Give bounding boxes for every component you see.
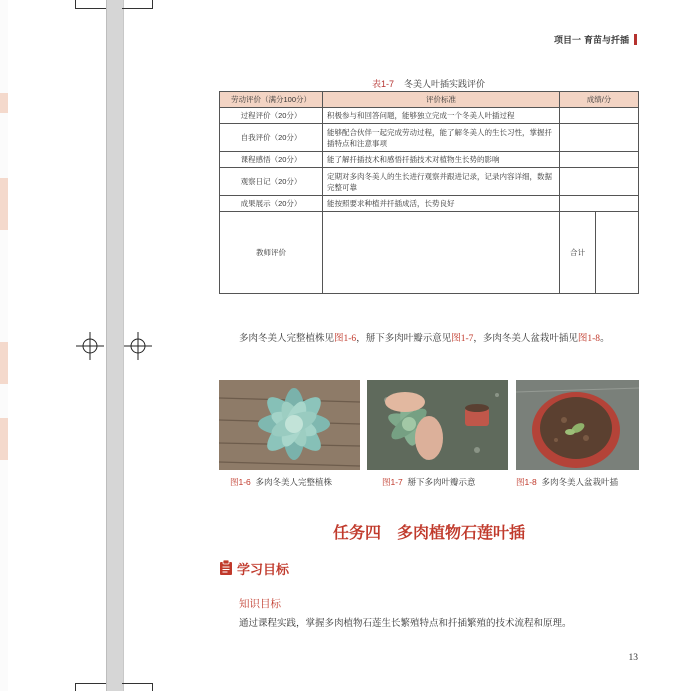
section-heading [219, 559, 289, 578]
table-row [220, 196, 639, 212]
table-cell-item: 成果展示（20分） [220, 196, 323, 212]
header-project: 项目一 [553, 35, 581, 45]
trim-mark [152, 683, 153, 691]
table-cell-item: 自我评价（20分） [220, 124, 323, 152]
paragraph-text: ，掰下多肉叶瓣示意见 [356, 334, 452, 344]
binding-gutter [106, 0, 124, 691]
photo-potted-cutting [516, 380, 639, 470]
table-cell-score [560, 168, 639, 196]
trim-mark [152, 0, 153, 8]
table-row [220, 152, 639, 168]
figure-label: 多肉冬美人完整植株 [255, 477, 333, 487]
page-number: 13 [628, 653, 638, 663]
photo-leaf-removal [367, 380, 508, 470]
figure-caption [516, 476, 618, 488]
table-header-row [220, 92, 639, 108]
total-label: 合计 [560, 212, 596, 294]
header-title: 育苗与扦插 [583, 35, 629, 45]
figure-ref-link[interactable]: 图1-8 [577, 334, 601, 344]
running-header [554, 33, 637, 46]
table-cell-score [560, 108, 639, 124]
photo-full-plant [219, 380, 360, 470]
trim-mark [75, 683, 106, 684]
subsection-heading: 知识目标 [239, 598, 281, 610]
section-title: 学习目标 [237, 562, 290, 577]
task-heading: 任务四 多肉植物石莲叶插 [332, 525, 525, 542]
figure-ref-link[interactable]: 图1-7 [451, 334, 474, 344]
header-accent-bar [634, 34, 637, 45]
clipboard-icon [219, 560, 233, 578]
figure-label: 掰下多肉叶瓣示意 [407, 477, 476, 487]
figure-number: 图1-7 [382, 477, 403, 487]
paragraph-text: 。 [600, 334, 610, 344]
registration-mark-icon [76, 332, 104, 360]
figure-caption [382, 476, 476, 488]
trim-mark [122, 683, 153, 684]
table-cell-item: 观察日记（20分） [220, 168, 323, 196]
table-cell-standard: 能了解扦插技术和感悟扦插技术对植物生长势的影响 [323, 152, 560, 168]
table-caption [219, 77, 638, 90]
table-title: 冬美人叶插实践评价 [404, 79, 486, 89]
trim-mark [122, 8, 153, 9]
table-header-cell: 劳动评价（满分100分） [220, 92, 323, 108]
paragraph-text: 多肉冬美人完整植株见 [239, 334, 335, 344]
paragraph-text: ，多肉冬美人盆栽叶插见 [473, 334, 578, 344]
table-cell-standard: 积极参与和回答问题，能够独立完成一个冬美人叶插过程 [323, 108, 560, 124]
teacher-evaluation-cell [323, 212, 560, 294]
table-cell-score [560, 124, 639, 152]
evaluation-table [219, 91, 639, 294]
registration-mark-icon [124, 332, 152, 360]
table-cell-standard: 能够配合伙伴一起完成劳动过程，能了解冬美人的生长习性，掌握扦插特点和注意事项 [323, 124, 560, 152]
table-cell-item: 课程感悟（20分） [220, 152, 323, 168]
trim-mark [75, 683, 76, 691]
figure-ref-link[interactable]: 图1-6 [334, 334, 357, 344]
teacher-evaluation-label: 教师评价 [220, 212, 323, 294]
table-cell-score [560, 152, 639, 168]
table-header-cell: 成绩/分 [560, 92, 639, 108]
table-number: 表1-7 [371, 79, 394, 89]
table-cell-standard: 定期对多肉冬美人的生长进行观察并跟进记录，记录内容详细，数据完整可靠 [323, 168, 560, 196]
body-text: 通过课程实践，掌握多肉植物石莲生长繁殖特点和扦插繁殖的技术流程和原理。 [239, 619, 572, 629]
table-cell-standard: 能按照要求种植并扦插成活，长势良好 [323, 196, 560, 212]
table-row [220, 168, 639, 196]
figure-number: 图1-8 [516, 477, 537, 487]
table-header-cell: 评价标准 [323, 92, 560, 108]
figure-number: 图1-6 [230, 477, 251, 487]
table-row [220, 108, 639, 124]
figure-label: 多肉冬美人盆栽叶插 [541, 477, 619, 487]
trim-mark [75, 8, 106, 9]
figure-caption [230, 476, 332, 488]
figure-reference-paragraph [219, 330, 641, 349]
total-value-cell [596, 212, 639, 294]
table-cell-item: 过程评价（20分） [220, 108, 323, 124]
adjacent-page-strip [0, 0, 8, 691]
table-cell-score [560, 196, 639, 212]
trim-mark [75, 0, 76, 8]
table-row [220, 124, 639, 152]
teacher-evaluation-row [220, 212, 639, 294]
